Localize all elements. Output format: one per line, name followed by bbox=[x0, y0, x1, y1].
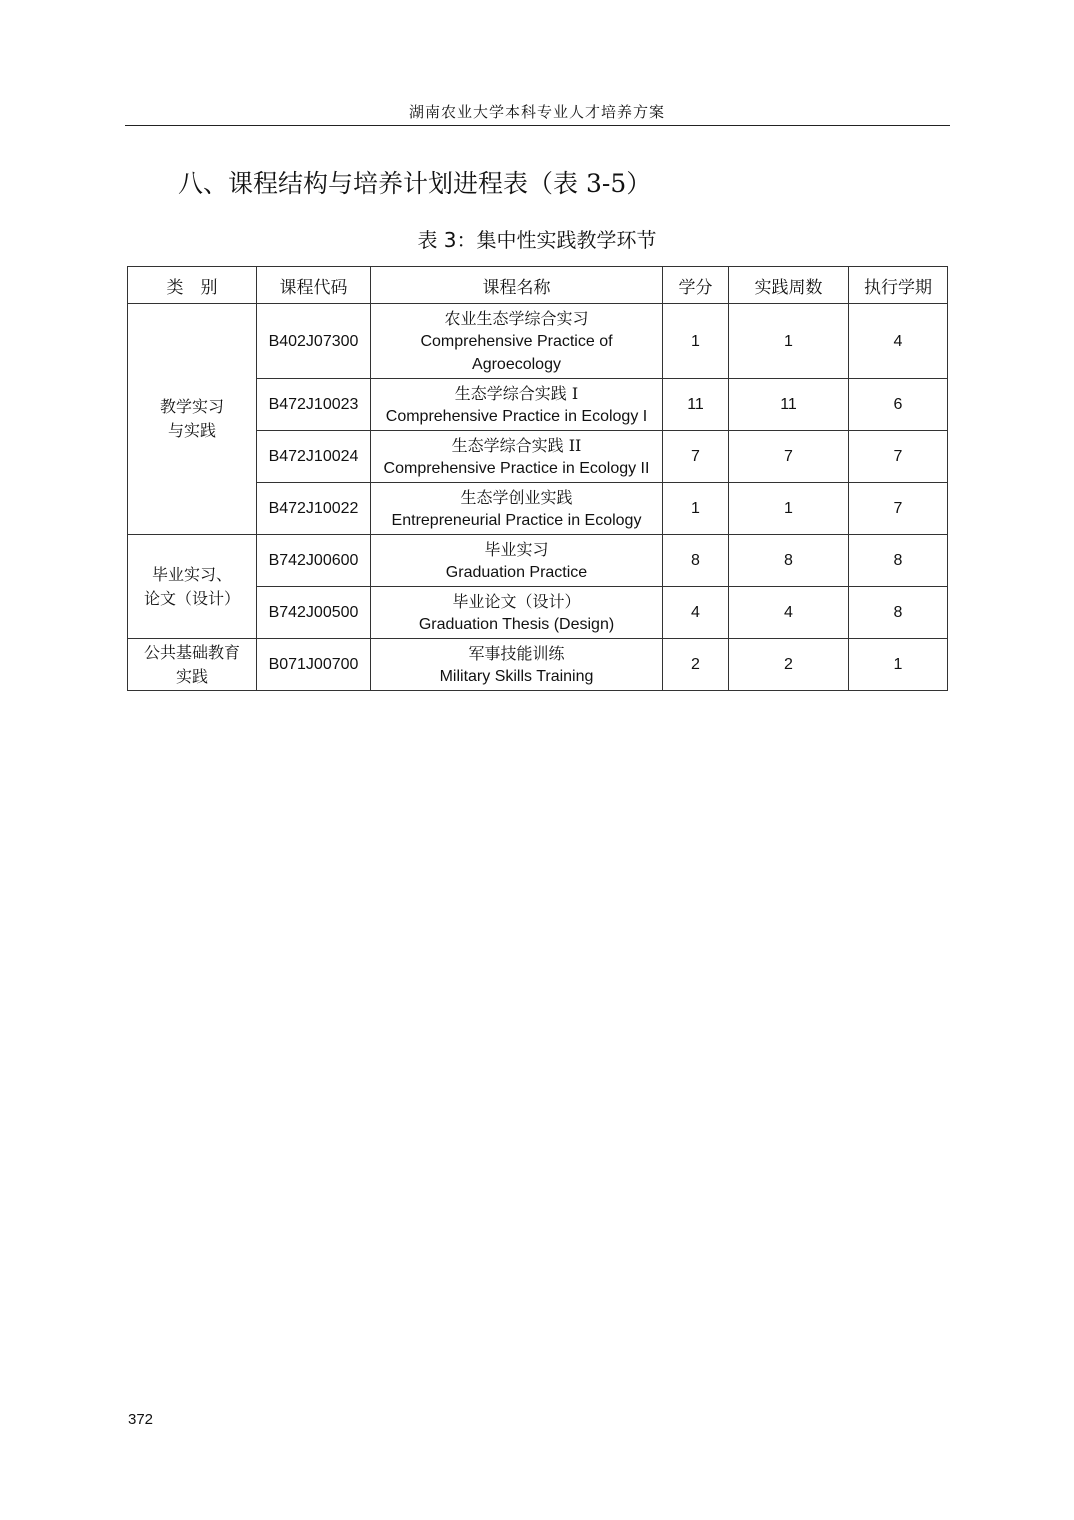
table-row bbox=[128, 304, 948, 379]
header-semester: 执行学期 bbox=[849, 267, 948, 304]
course-name-en: Comprehensive Practice of bbox=[420, 332, 613, 350]
running-header-title: 湖南农业大学本科专业人才培养方案 bbox=[408, 103, 665, 121]
header-rule bbox=[125, 125, 950, 126]
semester-cell: 8 bbox=[849, 535, 948, 587]
category-label-line: 实践 bbox=[175, 666, 208, 686]
table-caption: 表 3：集中性实践教学环节 bbox=[417, 228, 657, 252]
course-name-cn: 毕业论文（设计） bbox=[452, 591, 581, 611]
credits-cell: 4 bbox=[663, 587, 729, 639]
course-name-en: Comprehensive Practice in Ecology II bbox=[383, 459, 650, 477]
credits-cell: 8 bbox=[663, 535, 729, 587]
course-name-cn: 毕业实习 bbox=[484, 539, 549, 559]
header-category: 类 别 bbox=[128, 267, 257, 304]
semester-cell: 6 bbox=[849, 379, 948, 431]
category-label-line: 毕业实习、 bbox=[151, 564, 232, 584]
table-row bbox=[128, 639, 948, 691]
course-code-cell: B472J10022 bbox=[257, 483, 371, 535]
course-name-en: Comprehensive Practice in Ecology I bbox=[385, 407, 648, 425]
course-name-cn: 生态学综合实践 II bbox=[451, 435, 582, 455]
weeks-cell: 8 bbox=[729, 535, 849, 587]
semester-cell: 7 bbox=[849, 483, 948, 535]
course-code-cell: B071J00700 bbox=[257, 639, 371, 691]
course-name-en: Graduation Practice bbox=[445, 563, 588, 581]
category-label-line: 教学实习 bbox=[159, 397, 224, 416]
table-row bbox=[128, 535, 948, 587]
course-name-en: Entrepreneurial Practice in Ecology bbox=[391, 511, 642, 529]
category-cell bbox=[128, 639, 257, 691]
course-name-cell bbox=[371, 587, 663, 639]
section-heading-tail: （表 3-5） bbox=[528, 169, 652, 198]
semester-cell: 7 bbox=[849, 431, 948, 483]
page-number: 372 bbox=[128, 1411, 154, 1428]
section-heading bbox=[178, 164, 651, 200]
course-name-en: Agroecology bbox=[472, 355, 561, 373]
semester-cell: 1 bbox=[849, 639, 948, 691]
course-name-cell bbox=[371, 639, 663, 691]
credits-cell: 1 bbox=[663, 304, 729, 379]
course-name-cell bbox=[371, 535, 663, 587]
course-name-cell bbox=[371, 379, 663, 431]
header-credits: 学分 bbox=[663, 267, 729, 304]
weeks-cell: 1 bbox=[729, 304, 849, 379]
course-name-cell bbox=[371, 304, 663, 379]
table-header-row bbox=[128, 267, 948, 304]
course-name-cell bbox=[371, 431, 663, 483]
header-course-name: 课程名称 bbox=[371, 267, 663, 304]
course-code-cell: B402J07300 bbox=[257, 304, 371, 379]
semester-cell: 8 bbox=[849, 587, 948, 639]
weeks-cell: 2 bbox=[729, 639, 849, 691]
credits-cell: 11 bbox=[663, 379, 729, 431]
weeks-cell: 11 bbox=[729, 379, 849, 431]
credits-cell: 7 bbox=[663, 431, 729, 483]
credits-cell: 2 bbox=[663, 639, 729, 691]
course-name-cell bbox=[371, 483, 663, 535]
weeks-cell: 1 bbox=[729, 483, 849, 535]
weeks-cell: 7 bbox=[729, 431, 849, 483]
category-cell bbox=[128, 304, 257, 535]
course-name-en: Graduation Thesis (Design) bbox=[418, 615, 615, 633]
category-cell bbox=[128, 535, 257, 639]
course-name-cn: 农业生态学综合实习 bbox=[444, 308, 589, 328]
course-code-cell: B742J00500 bbox=[257, 587, 371, 639]
course-name-cn: 生态学综合实践 I bbox=[454, 383, 579, 403]
semester-cell: 4 bbox=[849, 304, 948, 379]
weeks-cell: 4 bbox=[729, 587, 849, 639]
course-code-cell: B742J00600 bbox=[257, 535, 371, 587]
category-label-line: 论文（设计） bbox=[143, 588, 240, 608]
course-name-cn: 生态学创业实践 bbox=[460, 487, 573, 507]
credits-cell: 1 bbox=[663, 483, 729, 535]
section-heading-main: 八、课程结构与培养计划进程表 bbox=[178, 169, 529, 198]
practice-table bbox=[127, 266, 948, 691]
category-label-line: 公共基础教育 bbox=[143, 642, 240, 662]
course-code-cell: B472J10024 bbox=[257, 431, 371, 483]
course-code-cell: B472J10023 bbox=[257, 379, 371, 431]
course-name-en: Military Skills Training bbox=[439, 667, 594, 685]
header-practice-weeks: 实践周数 bbox=[729, 267, 849, 304]
course-name-cn: 军事技能训练 bbox=[468, 643, 565, 663]
header-course-code: 课程代码 bbox=[257, 267, 371, 304]
category-label-line: 与实践 bbox=[167, 421, 216, 440]
